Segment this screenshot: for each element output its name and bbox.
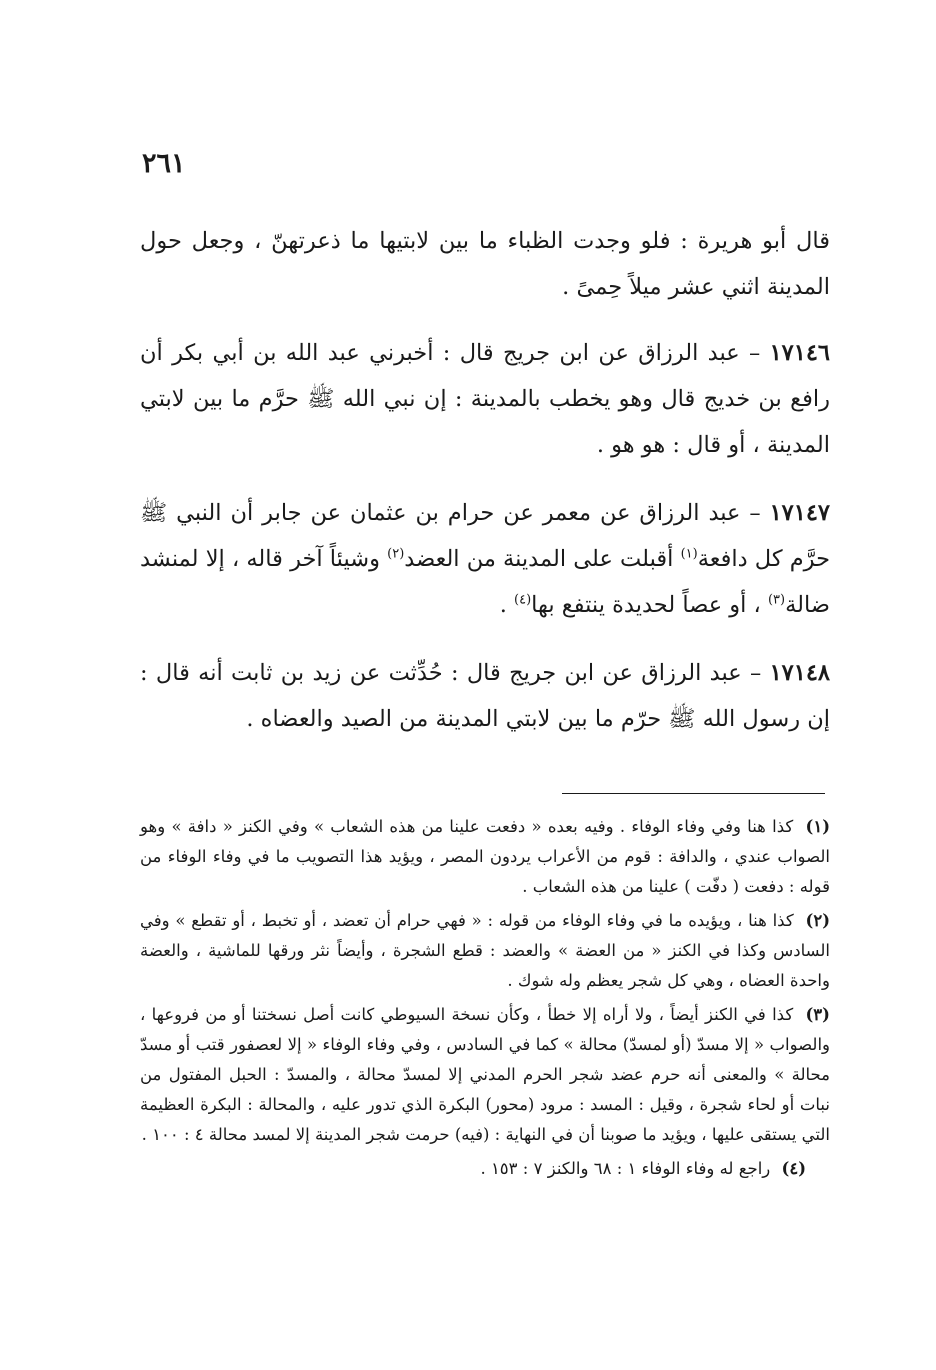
footnote-ref: (٢)	[387, 546, 405, 562]
hadith-17148	[140, 650, 830, 742]
footnote-text: كذا هنا ، ويؤيده ما في وفاء الوفاء من قوله : « فهي حرام أن تعضد ، أو تخبط ، أو تقطع » وفي السادس وكذا في الكنز « من العضة » والعضد : قطع الشجرة ، وأيضاً نثر ورقها للماشية ، والعضة واحدة العضاه ، وهي كل شجر يعظم وله شوك .	[140, 911, 830, 990]
footnote-2	[140, 906, 830, 996]
footnote-number: (٢)	[805, 911, 830, 930]
hadith-17147	[140, 490, 830, 628]
main-text	[140, 218, 830, 764]
page-number: ٢٦١	[142, 148, 186, 179]
footnote-number: (٤)	[781, 1159, 806, 1178]
footnote-ref: (٤)	[514, 592, 532, 608]
footnote-text: كذا في الكنز أيضاً ، ولا أراه إلا خطأ ، وكأن نسخة السيوطي كانت أصل نسختنا أو من فروعها ، والصواب « إلا مسدّ (أو لمسدّ) محالة » كما في السادس ، وفي وفاء الوفاء « إلا لعصفور قتب أو مسدّ محالة » والمعنى أنه حرم عضد شجر الحرم المدني إلا لمسدّ محالة ، والمسدّ : الحبل المفتول من نبات أو لحاء شجرة ، وقيل : المسد : مرود (محور) البكرة الذي تدور عليه ، والمحالة : البكرة العظيمة التي يستقى عليها ، ويؤيد ما صوبنا أن في النهاية : (فيه) حرمت شجر المدينة إلا لمسد محالة ٤ : ١٠٠ .	[140, 1005, 830, 1144]
footnote-3	[140, 1000, 830, 1150]
footnote-divider	[562, 793, 825, 794]
footnotes	[140, 812, 830, 1188]
paragraph-text: – عبد الرزاق عن ابن جريج قال : حُدِّثت عن زيد بن ثابت أنه قال : إن رسول الله ﷺ حرّم ما بين لابتي المدينة من الصيد والعضاه .	[140, 660, 830, 732]
hadith-number: ١٧١٤٦	[769, 340, 830, 366]
paragraph-text: قال أبو هريرة : فلو وجدت الظباء ما بين لابتيها ما ذعرتهنّ ، وجعل حول المدينة اثني عشر ميلاً حِمىً .	[140, 228, 830, 300]
footnote-ref: (٣)	[767, 592, 786, 608]
footnote-1	[140, 812, 830, 902]
paragraph-text-part: ، أو عصاً لحديدة ينتفع بها	[531, 592, 768, 618]
paragraph-intro	[140, 218, 830, 310]
footnote-ref: (١)	[680, 546, 698, 562]
paragraph-text: – عبد الرزاق عن ابن جريج قال : أخبرني عبد الله بن أبي بكر أن رافع بن خديج قال وهو يخطب بالمدينة : إن نبي الله ﷺ حرَّم ما بين لابتي المدينة ، أو قال : هو هو .	[140, 340, 830, 458]
footnote-number: (٣)	[805, 1005, 830, 1024]
footnote-4	[140, 1154, 830, 1184]
paragraph-text-part: – عبد الرزاق عن معمر عن حرام بن عثمان عن جابر أن النبي ﷺ حرَّم كل دافعة	[140, 500, 830, 572]
hadith-number: ١٧١٤٧	[769, 500, 830, 526]
footnote-text: راجع له وفاء الوفاء ١ : ٦٨ والكنز ٧ : ١٥٣ .	[480, 1159, 771, 1178]
paragraph-text-part: وشيئاً آخر قاله ، إلا لمنشد ضالة	[140, 546, 830, 618]
paragraph-text-part: .	[499, 592, 514, 618]
hadith-17146	[140, 330, 830, 468]
paragraph-text-part: أقبلت على المدينة من العضد	[404, 546, 681, 572]
footnote-text: كذا هنا وفي وفاء الوفاء . وفيه بعده « دفعت علينا من هذه الشعاب » وفي الكنز « دافة » وهو الصواب عندي ، والدافة : قوم من الأعراب يردون المصر ، ويؤيد هذا التصويب ما في وفاء الوفاء من قوله : دفعت ( دفّت ) علينا من هذه الشعاب .	[140, 817, 830, 896]
hadith-number: ١٧١٤٨	[769, 660, 831, 686]
footnote-number: (١)	[805, 817, 830, 836]
